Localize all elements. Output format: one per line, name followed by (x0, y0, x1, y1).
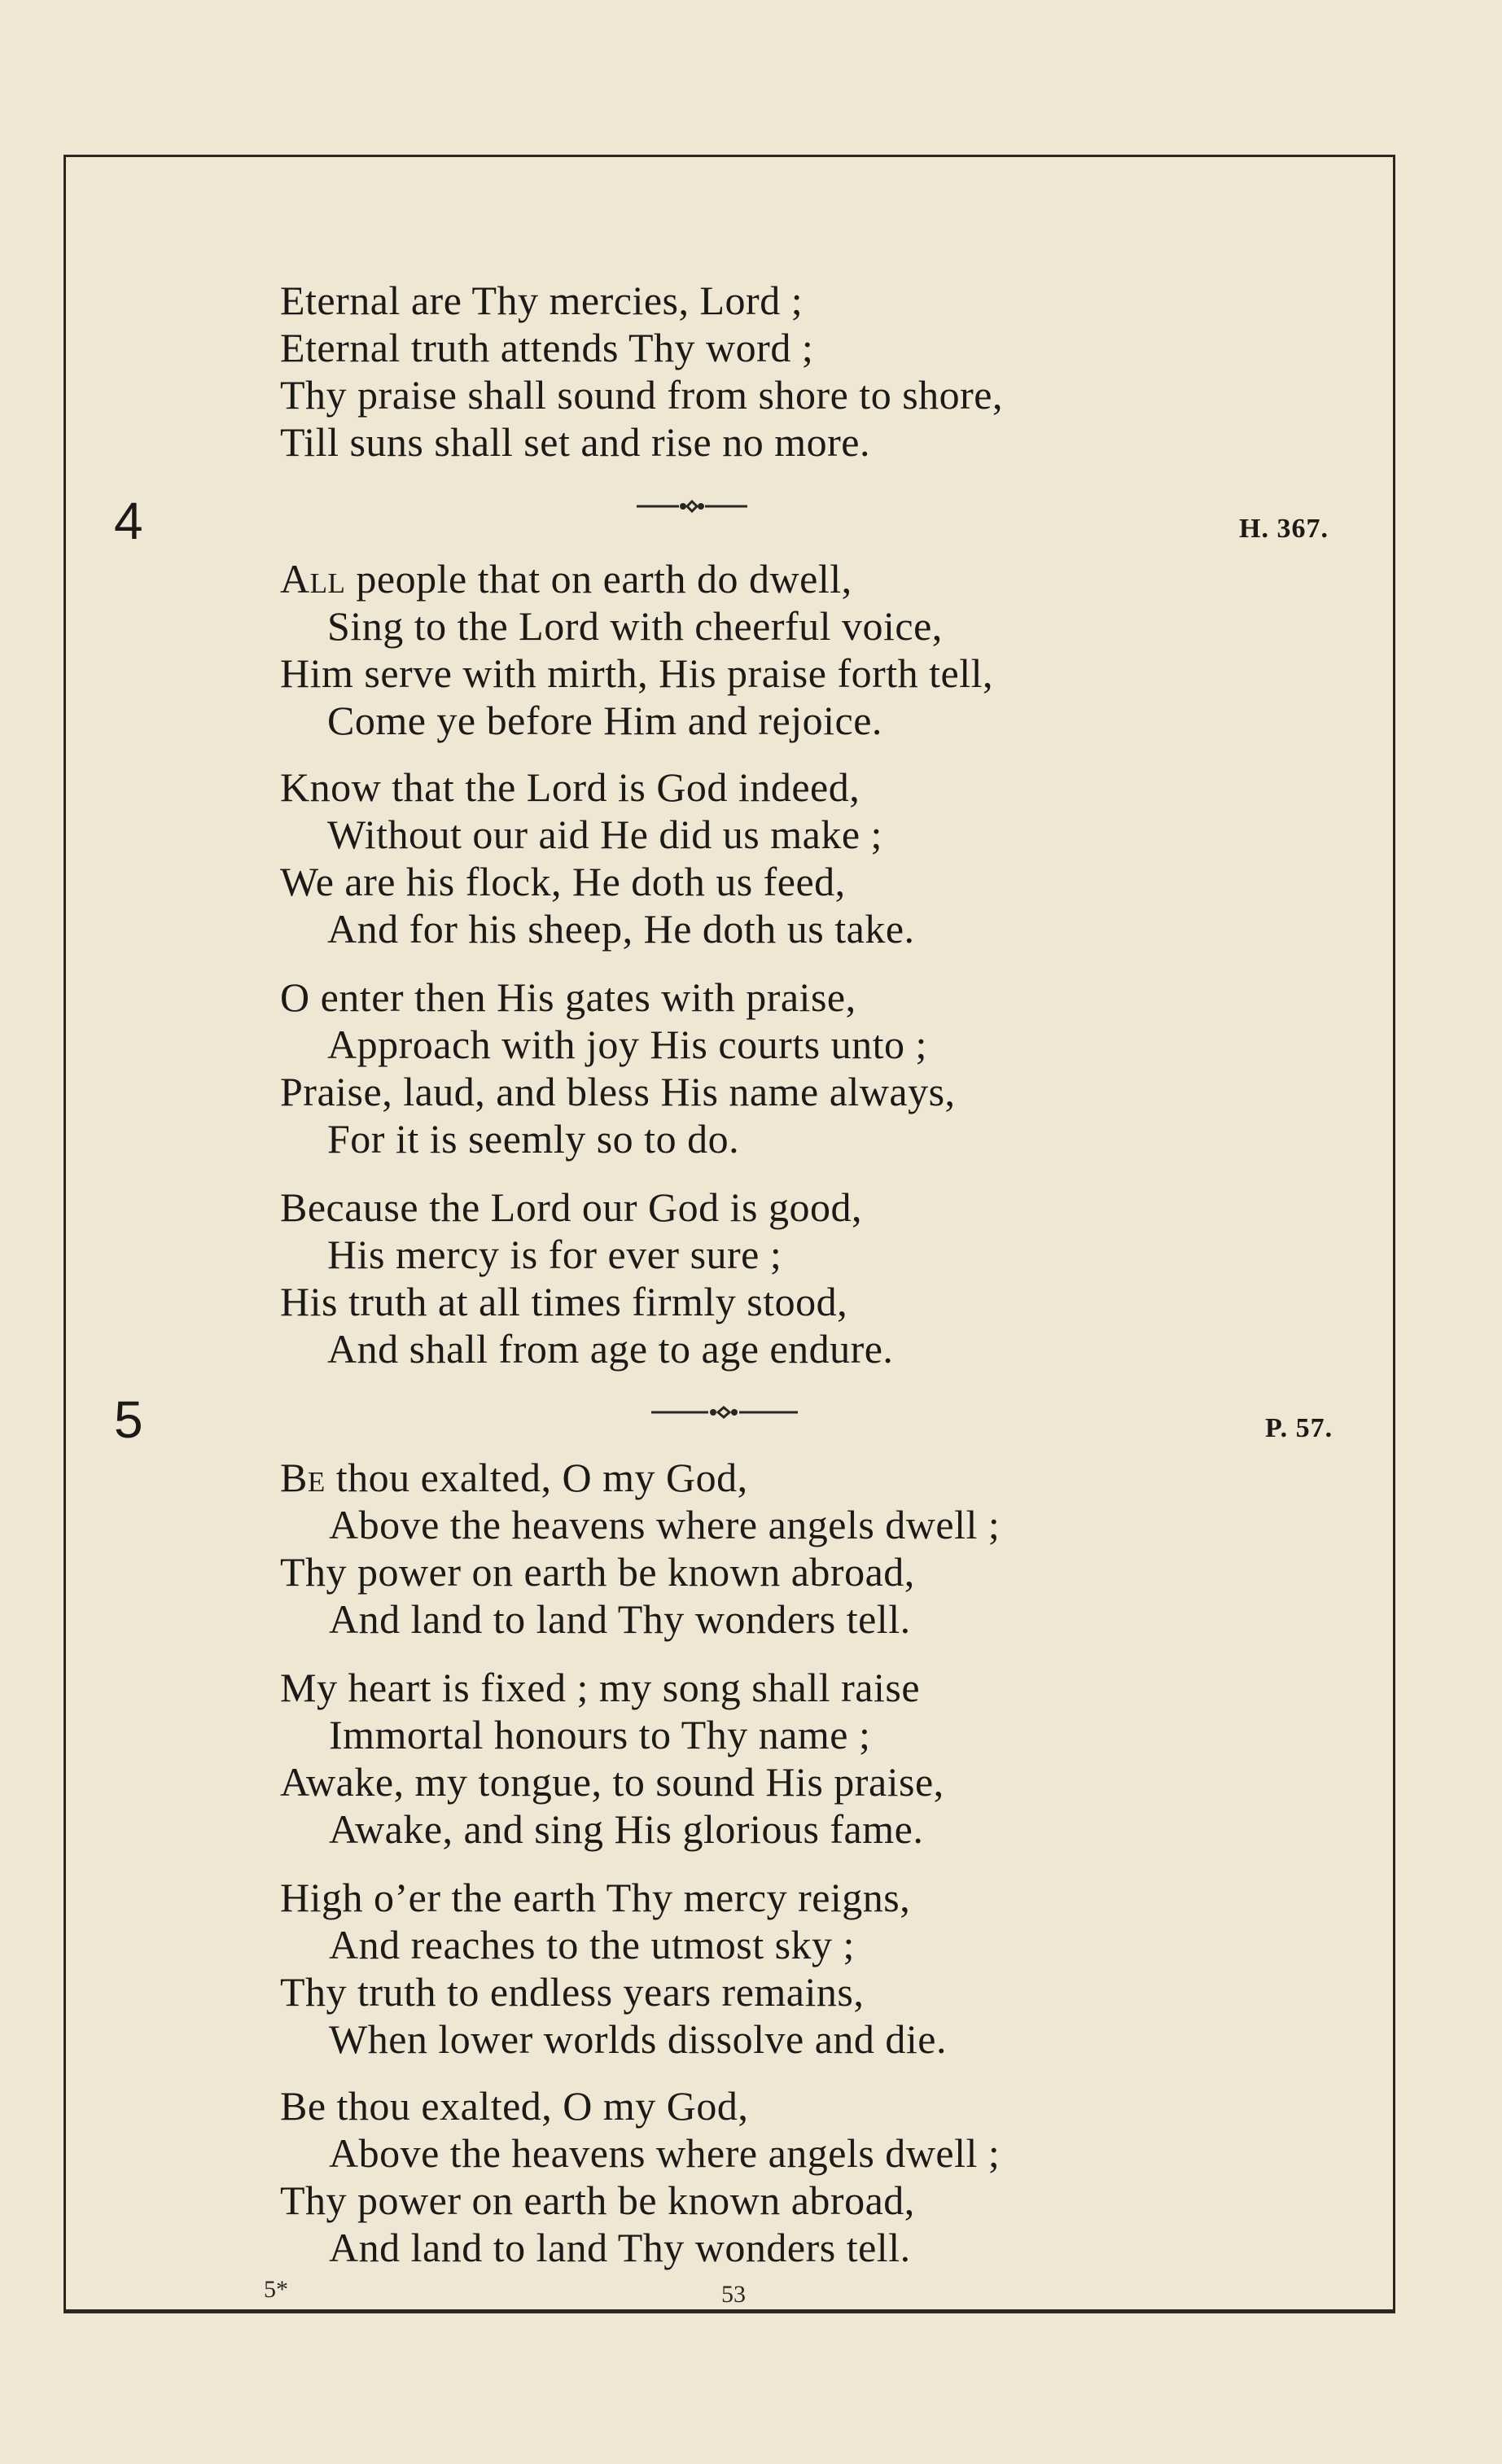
verse-line (280, 1454, 748, 1501)
verse-line: Thy truth to endless years remains, (280, 1969, 865, 2015)
verse-line: Praise, laud, and bless His name always, (280, 1069, 956, 1114)
verse-line-rest: people that on earth do dwell, (345, 556, 852, 602)
page-number: 53 (721, 2281, 746, 2308)
verse-line: Without our aid He did us make ; (327, 812, 882, 857)
verse-line: Thy power on earth be known abroad, (280, 2177, 915, 2223)
verse-line: Sing to the Lord with cheerful voice, (327, 603, 943, 649)
verse-line: Eternal truth attends Thy word ; (280, 325, 814, 370)
tune-reference: P. 57. (1265, 1413, 1333, 1443)
verse-line: Approach with joy His courts unto ; (327, 1022, 927, 1067)
verse-line: Eternal are Thy mercies, Lord ; (280, 278, 804, 323)
verse-line: Be thou exalted, O my God, (280, 2083, 749, 2129)
section-divider (637, 498, 747, 514)
hymn-number: 4 (114, 492, 143, 550)
verse-line: And for his sheep, He doth us take. (327, 906, 915, 952)
verse-line: Awake, and sing His glorious fame. (329, 1806, 924, 1852)
verse-line: Above the heavens where angels dwell ; (329, 2130, 1001, 2176)
verse-line: Immortal honours to Thy name ; (329, 1712, 871, 1757)
hymn-number: 5 (114, 1390, 143, 1449)
verse-line: Above the heavens where angels dwell ; (329, 1502, 1001, 1547)
verse-line: His mercy is for ever sure ; (327, 1232, 782, 1277)
section-divider (651, 1404, 798, 1420)
verse-line-rest: thou exalted, O my God, (325, 1455, 748, 1500)
verse-line: And reaches to the utmost sky ; (329, 1922, 855, 1967)
verse-line: We are his flock, He doth us feed, (280, 859, 846, 904)
first-word: Be (280, 1455, 326, 1500)
verse-line (280, 555, 852, 602)
first-word: All (280, 556, 346, 602)
verse-line: Awake, my tongue, to sound His praise, (280, 1759, 944, 1805)
verse-line: Him serve with mirth, His praise forth tell, (280, 650, 994, 696)
verse-line: When lower worlds dissolve and die. (329, 2016, 948, 2062)
verse-line: Thy power on earth be known abroad, (280, 1549, 915, 1595)
verse-line: Know that the Lord is God indeed, (280, 764, 860, 810)
verse-line: His truth at all times firmly stood, (280, 1279, 848, 1324)
verse-line: O enter then His gates with praise, (280, 974, 856, 1020)
verse-line: And land to land Thy wonders tell. (329, 1596, 911, 1642)
verse-line: Till suns shall set and rise no more. (280, 419, 870, 465)
verse-line: My heart is fixed ; my song shall raise (280, 1665, 921, 1710)
verse-line: For it is seemly so to do. (327, 1116, 740, 1162)
verse-line: Thy praise shall sound from shore to shore, (280, 372, 1004, 418)
verse-line: High o’er the earth Thy mercy reigns, (280, 1875, 911, 1920)
tune-reference: H. 367. (1239, 514, 1329, 544)
signature-mark: 5* (264, 2276, 288, 2303)
verse-line: And shall from age to age endure. (327, 1326, 894, 1372)
verse-line: Come ye before Him and rejoice. (327, 698, 882, 743)
verse-line: Because the Lord our God is good, (280, 1184, 862, 1230)
verse-line: And land to land Thy wonders tell. (329, 2225, 911, 2270)
